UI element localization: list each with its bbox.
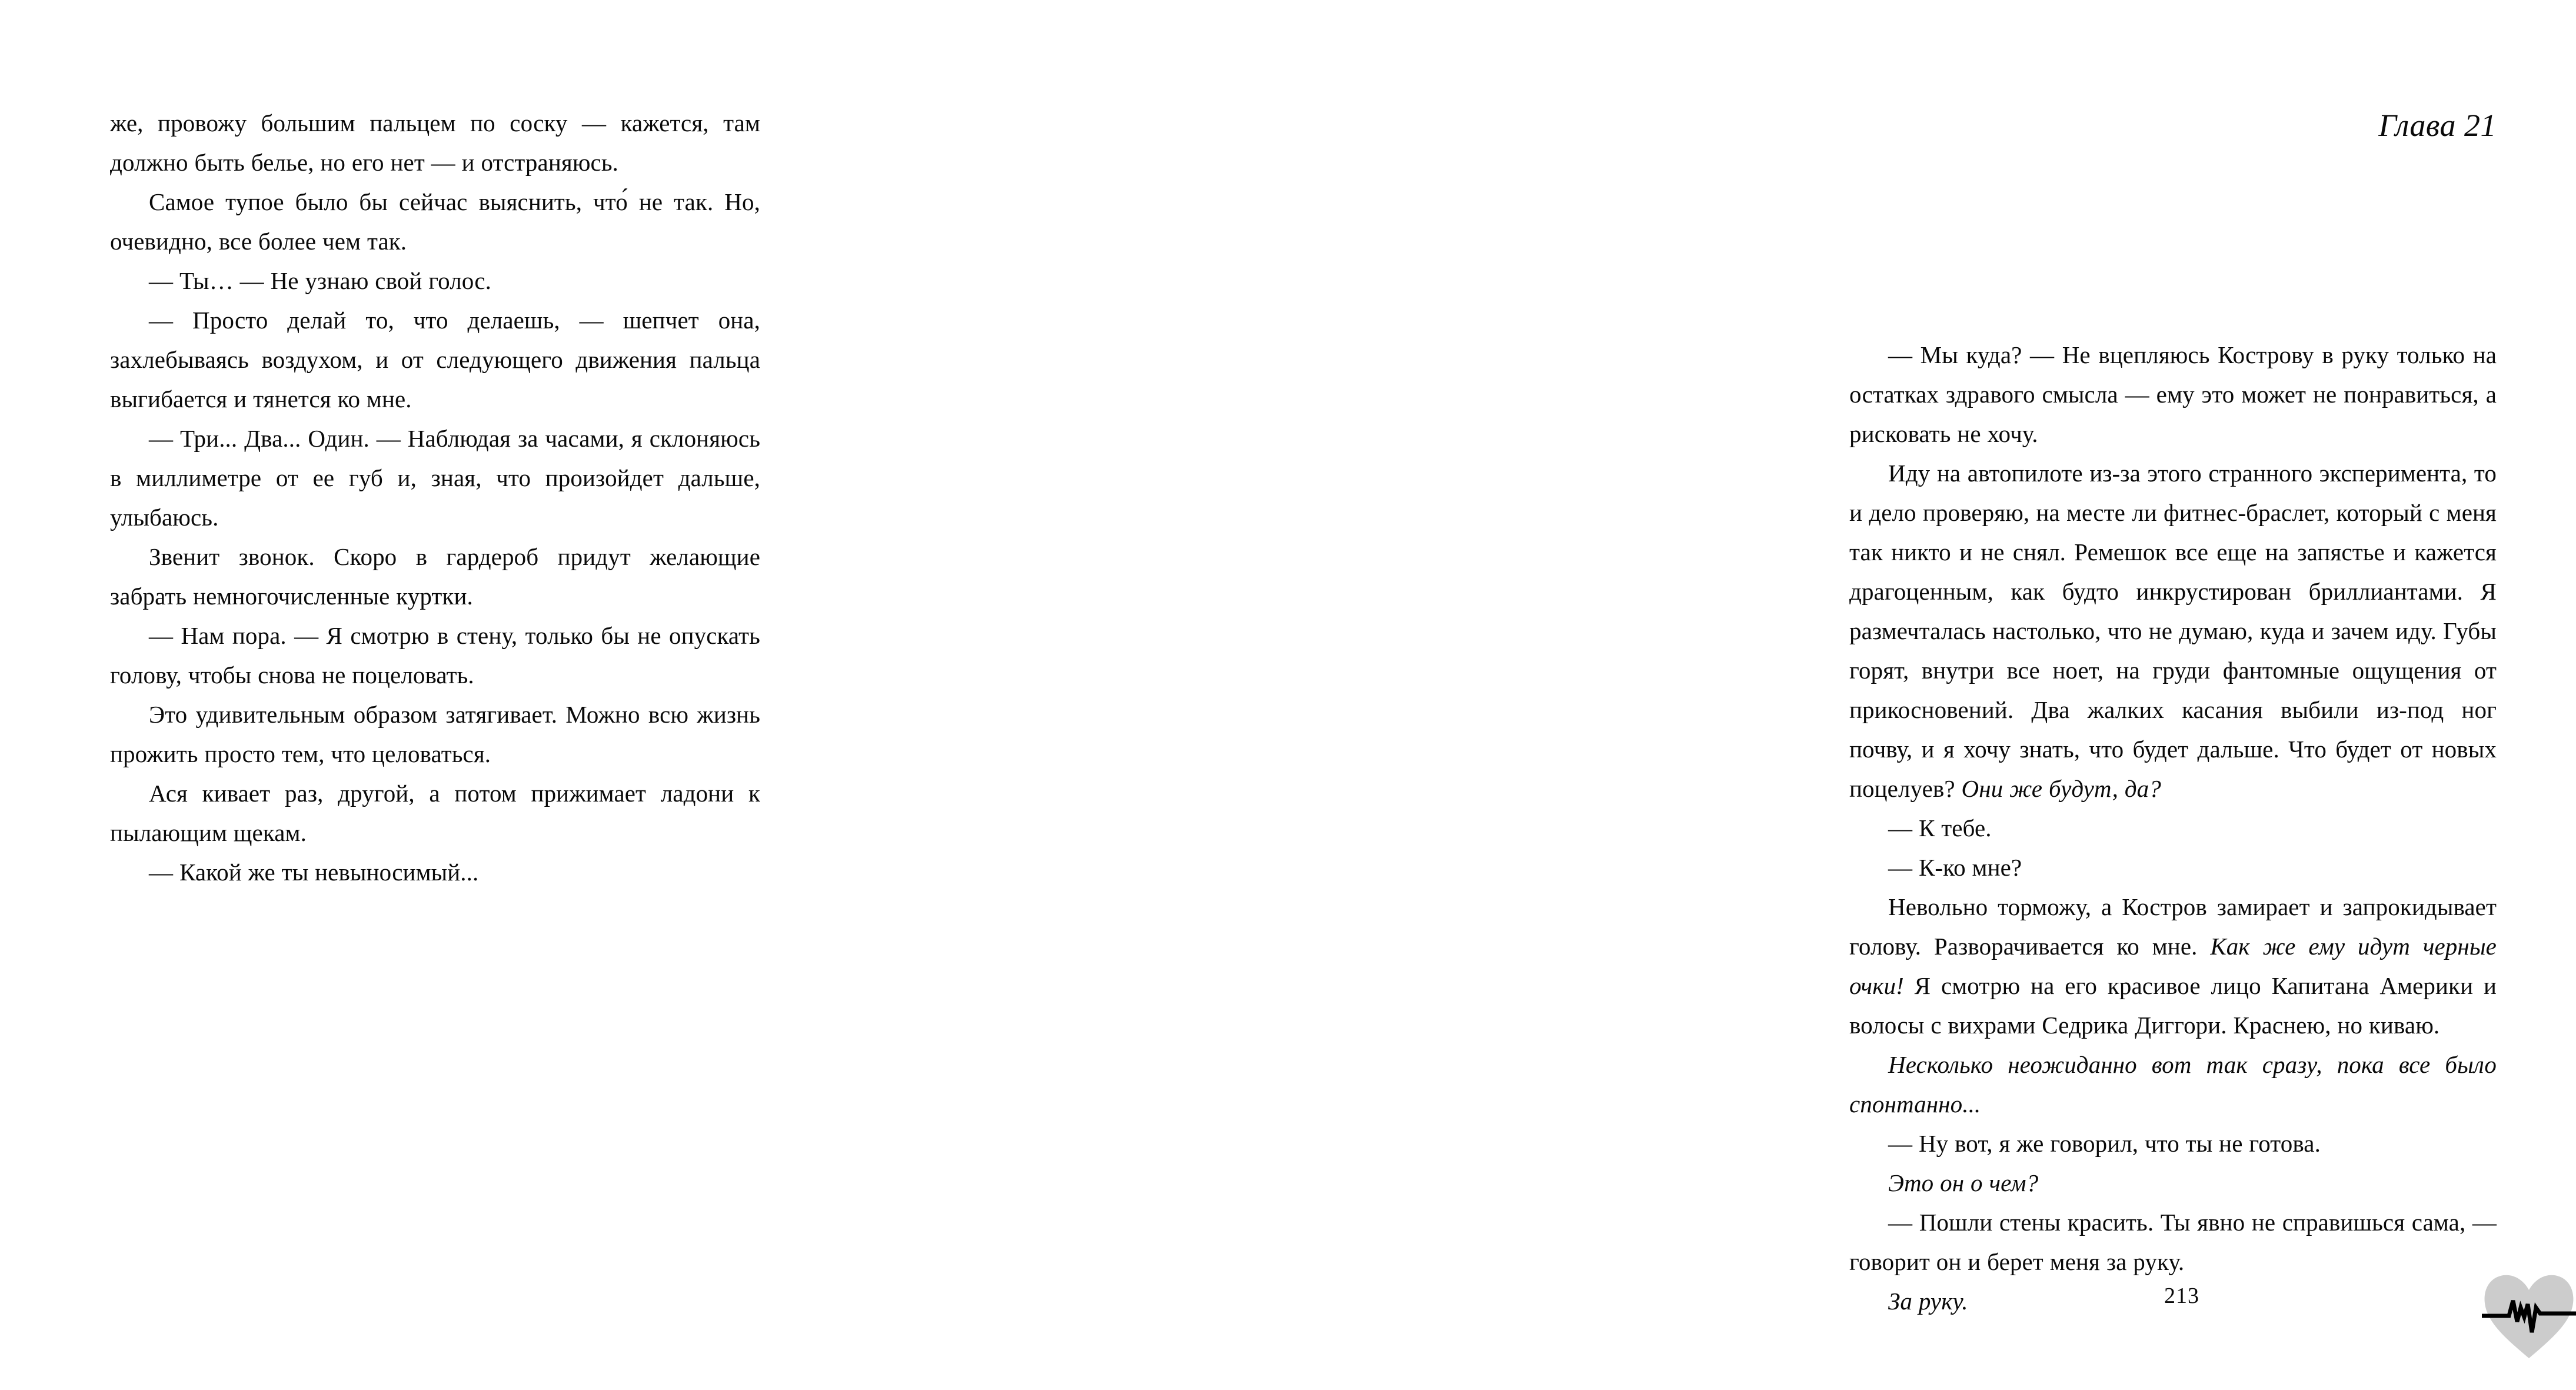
paragraph bbox=[110, 419, 760, 537]
left-page bbox=[0, 0, 868, 1390]
paragraph bbox=[1849, 1045, 2497, 1124]
paragraph bbox=[1849, 454, 2497, 809]
text-run: же, провожу большим пальцем по соску — кажется, там должно быть белье, но его нет — и отстраняюсь. bbox=[110, 109, 760, 176]
text-run: — Три... Два... Один. — Наблюдая за часами, я склоняюсь в миллиметре от ее губ и, зная, что произойдет дальше, улыбаюсь. bbox=[110, 425, 760, 531]
paragraph bbox=[110, 182, 760, 261]
text-run: Это удивительным образом затягивает. Можно всю жизнь прожить просто тем, что целоваться. bbox=[110, 701, 760, 767]
paragraph bbox=[110, 695, 760, 774]
text-run: — Ты… — Не узнаю свой голос. bbox=[149, 267, 492, 294]
text-run: — Просто делай то, что делаешь, — шепчет она, захлебываясь воздухом, и от следующего движения пальца выгибается и тянется ко мне. bbox=[110, 307, 760, 413]
italic-run: Несколько неожиданно вот так сразу, пока все было спонтанно... bbox=[1849, 1051, 2497, 1118]
paragraph bbox=[110, 537, 760, 616]
paragraph bbox=[1849, 1203, 2497, 1282]
paragraph bbox=[110, 261, 760, 301]
text-run: — К тебе. bbox=[1888, 814, 1992, 842]
text-run: Звенит звонок. Скоро в гардероб придут желающие забрать немногочисленные куртки. bbox=[110, 543, 760, 610]
text-run: Невольно торможу, а Костров замирает и запрокидывает голову. Разворачивается ко мне. bbox=[1849, 893, 2497, 960]
text-run: — Мы куда? — Не вцепляюсь Кострову в руку только на остатках здравого смысла — ему это может не понравиться, а рисковать не хочу. bbox=[1849, 341, 2497, 447]
paragraph bbox=[110, 853, 760, 892]
text-run: Я смотрю на его красивое лицо Капитана Америки и волосы с вихрами Седрика Диггори. Краснею, но киваю. bbox=[1849, 972, 2497, 1039]
text-run: — Ну вот, я же говорил, что ты не готова. bbox=[1888, 1130, 2321, 1157]
paragraph bbox=[1849, 1124, 2497, 1163]
text-run: Иду на автопилоте из-за этого странного эксперимента, то и дело проверяю, на месте ли фитнес-браслет, который с меня так никто и не снял. Ремешок все еще на запястье и кажется драгоценным, как будто инкрустирован бриллиантами. Я размечталась настолько, что не думаю, куда и зачем иду. Губы горят, внутри все ноет, на груди фантомные ощущения от прикосновений. Два жалких касания выбили из-под ног почву, и я хочу знать, что будет дальше. Что будет от новых поцелуев? bbox=[1849, 460, 2497, 802]
text-run: Самое тупое было бы сейчас выяснить, что́ не так. Но, очевидно, все более чем так. bbox=[110, 188, 760, 255]
heart-pulse-icon bbox=[2482, 1271, 2576, 1361]
paragraph bbox=[110, 104, 760, 182]
chapter-heading: Глава 21 bbox=[2378, 108, 2497, 143]
left-page-body-text bbox=[110, 104, 760, 892]
italic-run: Как же ему идут черные очки! bbox=[1849, 933, 2497, 999]
text-run: — Пошли стены красить. Ты явно не справишься сама, — говорит он и берет меня за руку. bbox=[1849, 1209, 2497, 1275]
italic-run: Это он о чем? bbox=[1888, 1169, 2039, 1196]
paragraph bbox=[110, 301, 760, 419]
text-run: — Нам пора. — Я смотрю в стену, только бы не опускать голову, чтобы снова не поцеловать. bbox=[110, 622, 760, 689]
page-number: 213 bbox=[2164, 1283, 2199, 1308]
right-page-body-text bbox=[1849, 335, 2497, 1321]
italic-run: За руку. bbox=[1888, 1288, 1968, 1315]
text-run: Ася кивает раз, другой, а потом прижимает ладони к пылающим щекам. bbox=[110, 780, 760, 846]
paragraph bbox=[1849, 809, 2497, 848]
paragraph bbox=[1849, 848, 2497, 887]
paragraph bbox=[1849, 887, 2497, 1045]
text-run: — Какой же ты невыносимый... bbox=[149, 859, 479, 886]
right-page bbox=[868, 0, 2497, 1390]
italic-run: Они же будут, да? bbox=[1961, 775, 2161, 802]
paragraph bbox=[110, 616, 760, 695]
text-run: — К-ко мне? bbox=[1888, 854, 2022, 881]
paragraph bbox=[1849, 335, 2497, 454]
paragraph bbox=[110, 774, 760, 853]
paragraph bbox=[1849, 1163, 2497, 1203]
